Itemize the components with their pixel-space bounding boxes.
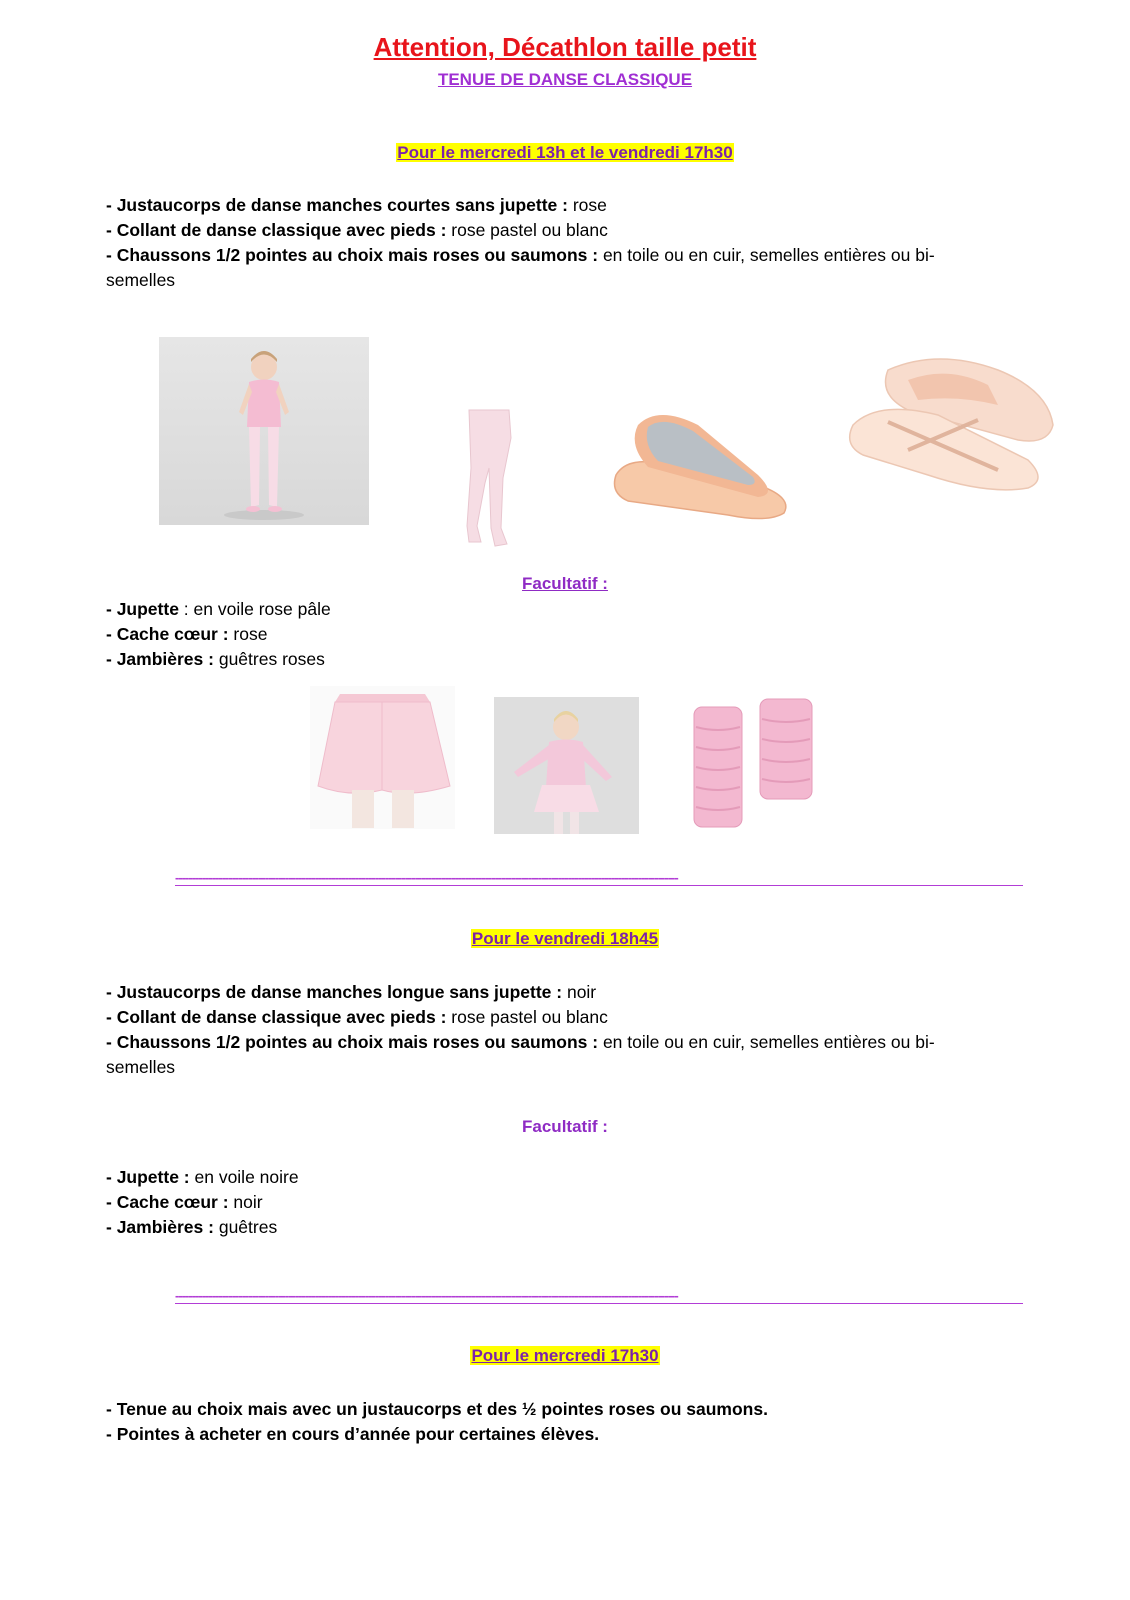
item-label: - Jupette : [106,1167,190,1187]
wrap-top-photo [494,697,639,834]
item-value: en toile ou en cuir, semelles entières ou bi-semelles [106,1032,935,1077]
skirt-photo [310,686,455,829]
list-item [106,243,986,293]
list-item [106,647,986,672]
section-heading-text: Pour le mercredi 17h30 [471,1346,659,1365]
item-value: guêtres [213,1217,278,1237]
optional-heading: Facultatif : [522,574,608,593]
item-label: - Chaussons 1/2 pointes au choix mais roses ou saumons : [106,245,599,265]
item-label: - Justaucorps de danse manches longue sans jupette : [106,982,563,1002]
list-item [106,218,986,243]
required-list [106,1397,986,1447]
item-value: en voile noire [189,1167,299,1187]
item-label: - Collant de danse classique avec pieds : [106,220,447,240]
separator-line [175,873,1023,887]
optional-list [106,597,986,672]
item-label: - Jambières : [106,649,214,669]
item-label: - Chaussons 1/2 pointes au choix mais roses ou saumons : [106,1032,599,1052]
item-value: guêtres roses [213,649,325,669]
page-title: Attention, Décathlon taille petit [373,32,757,62]
item-label: - Cache cœur : [106,1192,229,1212]
section-heading [0,1346,1130,1366]
list-item [106,1190,986,1215]
item-label: - Collant de danse classique avec pieds : [106,1007,447,1027]
separator-text: ------------------------------------------------------------------------------------------------------------------------------------------------------- [175,873,678,885]
item-label: - Jupette [106,599,179,619]
list-item [106,1005,986,1030]
optional-list [106,1165,986,1240]
section-heading-text: Pour le vendredi 18h45 [471,929,659,948]
item-value: noir [228,1192,263,1212]
required-list [106,193,986,293]
list-item [106,597,986,622]
list-item [106,980,986,1005]
section-heading [0,143,1130,163]
list-item [106,622,986,647]
leotard-photo [159,337,369,525]
page-subtitle: TENUE DE DANSE CLASSIQUE [437,70,693,89]
tights-photo [455,408,525,551]
list-item [106,1397,986,1422]
section-heading-text: Pour le mercredi 13h et le vendredi 17h30 [397,143,733,162]
item-value: noir [562,982,597,1002]
required-list [106,980,986,1080]
separator-line [175,1291,1023,1305]
item-value: rose [228,624,268,644]
item-label: - Jambières : [106,1217,214,1237]
item-value: en toile ou en cuir, semelles entières ou bi-semelles [106,245,935,290]
leather-shoes-photo [848,350,1063,495]
list-item [106,1215,986,1240]
section-heading [0,929,1130,949]
item-value: rose pastel ou blanc [446,220,608,240]
item-value: rose [567,195,607,215]
item-label: - Cache cœur : [106,624,229,644]
item-label: - Tenue au choix mais avec un justaucorps et des ½ pointes roses ou saumons. [106,1399,768,1419]
leg-warmers-photo [690,697,820,832]
item-value: : en voile rose pâle [178,599,331,619]
list-item [106,1030,986,1080]
list-item [106,1165,986,1190]
list-item [106,1422,986,1447]
list-item [106,193,986,218]
optional-heading: Facultatif : [522,1117,608,1136]
item-label: - Pointes à acheter en cours d’année pour certaines élèves. [106,1424,600,1444]
item-value: rose pastel ou blanc [446,1007,608,1027]
separator-text: ------------------------------------------------------------------------------------------------------------------------------------------------------- [175,1291,678,1303]
canvas-shoe-photo [608,405,798,523]
item-label: - Justaucorps de danse manches courtes sans jupette : [106,195,568,215]
